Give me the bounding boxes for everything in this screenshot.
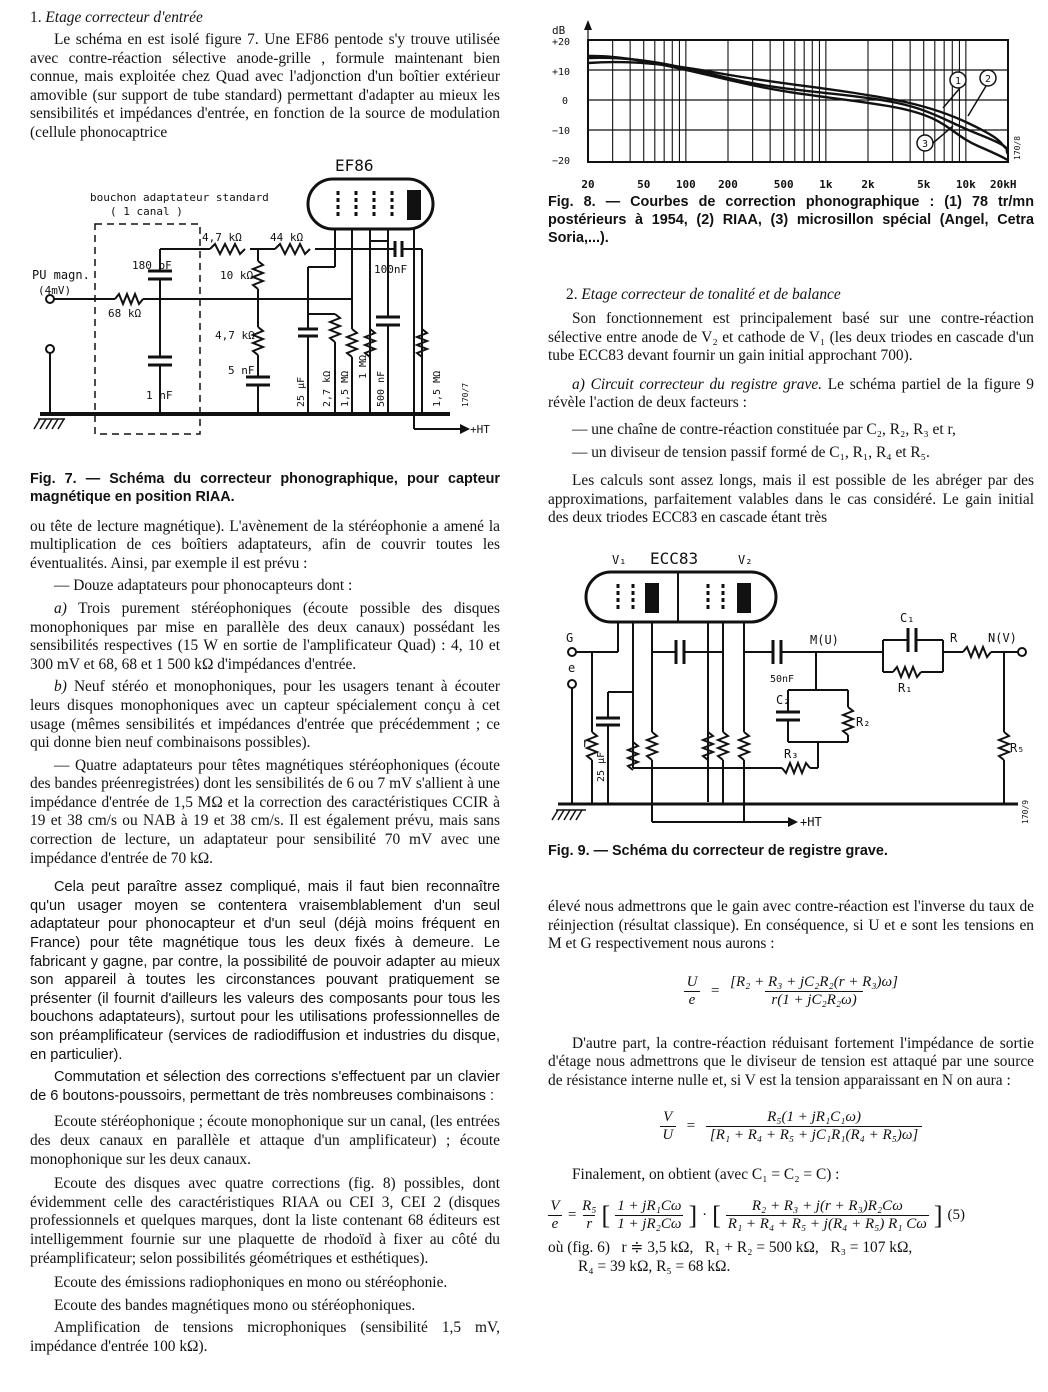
fig7-pu-label-1: PU magn. [32,267,90,282]
fig9-c50n: 50nF [770,673,795,685]
fig9-ht: +HT [800,814,822,829]
figure-9-caption: Fig. 9. — Schéma du correcteur de registre grave. [548,842,888,859]
paragraph-12: Ecoute des bandes magnétiques mono ou stéréophoniques. [54,1296,416,1314]
fig7-r47k-a: 4,7 kΩ [202,230,242,244]
fig8-y-tick-2: 0 [562,96,569,107]
paragraph-3: — Douze adaptateurs pour phonocapteurs dont : [54,577,353,595]
fig7-r10k: 10 kΩ [220,268,254,282]
fig7-c1n: 1 nF [146,388,173,402]
fig7-pu-label-2: (4mV) [38,283,72,297]
fig7-c25u: 25 μF [296,376,307,407]
paragraph-7: Cela peut paraître assez compliqué, mais il faut bien reconnaître qu'un usager moyen se contentera vraisemblablement d'un seul adaptateur pour phonocapteur et d'un seul (déjà moins fréquent en France) pour tête magnétique tous les deux fixés à demeure. Le fabricant y gagne, par contre, la possibilité de pouvoir adapter au mieux son appareil à toutes les circonstances pouvant pratiquement se présenter (il fournit d'ailleurs les valeurs des composants pour tous les bouchons adaptateurs), surtout pour les utilisations professionnelles de son préamplificateur (services de radiodiffusion et industries du disque, en particulier). [30,879,500,1063]
fig8-y-unit: dB [552,24,566,37]
paragraph-11: Ecoute des émissions radiophoniques en mono ou stéréophonie. [54,1274,448,1292]
fig8-y-tick-1: +10 [552,67,571,78]
fig7-c5n: 5 nF [228,363,255,377]
paragraph-1: Le schéma en est isolé figure 7. Une EF86 pentode s'y trouve utilisée avec contre-réaction sélective anode-grille , formule maintenant bien connue, mais exploitée chez Quad avec l'adjonction d'un boîtier extérieur amovible (sur support de tube standard) permettant d'adapter au mieux les sensibilités et impédances d'entrée, en fonction de la source de modulation (cellule phonocaptrice [30,31,500,141]
fig8-y-tick-4: −20 [552,156,571,167]
fig9-v2: V₂ [738,552,753,567]
fig7-r47k-b: 4,7 kΩ [215,328,255,342]
fig9-r2: R₂ [856,714,871,729]
fig9-e: e [568,660,576,675]
paragraph-8: Commutation et sélection des corrections s'effectuent par un clavier de 6 boutons-poussoirs, permettant de très nombreuses combinaisons : [30,1069,500,1104]
fig9-r: R [950,630,958,645]
fig7-r68k: 68 kΩ [108,306,142,320]
fig7-c500n: 500 nF [376,370,387,407]
r-paragraph-8: Finalement, on obtient (avec C₁ = C₂ = C) : [572,1165,840,1183]
fig9-c25u: 25 μF [596,751,607,782]
fig8-x-tick: 1k [819,178,833,191]
fig9-c1: C₁ [900,610,915,625]
fig7-code: 170/7 [461,382,470,407]
fig8-x-tick: 5k [917,178,931,191]
fig8-curve-label-2: 2 [985,74,992,85]
r-paragraph-4: — un diviseur de tension passif formé de C₁, R₁, R₄ et R₅. [572,443,930,461]
r-paragraph-7: D'autre part, la contre-réaction réduisant fortement l'impédance de sortie d'étage nous admettrons que le diviseur de tension est attaqué par une source de résistance interne nulle et, si V est la tension apparaissant en N on aura : [548,1034,1034,1089]
fig7-box-label-1: bouchon adaptateur standard [90,190,269,204]
fig8-x-tick: 50 [637,178,651,191]
r-paragraph-1: Son fonctionnement est principalement basé sur une contre-réaction sélective entre anode de V₂ et cathode de V₁ (les deux triodes en cascade d'un tube ECC83 devant fournir un gain initial approchant 700). [548,310,1034,365]
fig7-box-label-2: ( 1 canal ) [110,204,183,218]
fig7-ht: +HT [470,422,490,436]
fig8-x-tick: 20kH [990,178,1017,191]
paragraph-6: — Quatre adaptateurs pour têtes magnétiques stéréophoniques (écoute des bandes préenregistrées) dont les sensibilités de 6 ou 7 mV s'allient à une impédance d'entrée de 1,5 MΩ et la correction des caractéristiques CCIR à 19 et 38 cm/s ou NAB à 19 et 38 cm/s. Il est également prévu, mais sans correction de lecture, un adaptateur pour sensibilité 70 mV avec une impédance d'entrée de 70 kΩ. [30,756,500,867]
fig7-r15m-b: 1,5 MΩ [432,370,443,407]
fig9-code: 170/9 [1021,799,1030,824]
equation-3: $\frac{V}{e}$ = $\frac{\text{R₅}}{r}$ [ 1 + jR₁Cω 1 + jR₂Cω ] · [ R₂ + R₃ + j(r + R₃)R₂Cω R₁ + R₄ + R₅ + j(R₄ + R₅) R₁ Cω ] (5) [548,1198,1034,1233]
r-paragraph-3: — une chaîne de contre-réaction constituée par C₂, R₂, R₃ et r, [572,420,956,438]
fig8-y-tick-0: +20 [552,37,571,48]
fig9-tube-label: ECC83 [650,548,699,568]
fig8-x-tick: 20 [581,178,595,191]
figure-7-caption: Fig. 7. — Schéma du correcteur phonographique, pour capteur magnétique en position RIAA. [30,470,500,505]
fig8-x-tick: 500 [773,178,794,191]
right-column [548,8,1034,1276]
equation-3-number: (5) [947,1207,965,1224]
fig9-r-small: r [582,735,590,750]
fig7-c100n: 100nF [374,262,408,276]
fig9-r5: R₅ [1010,740,1025,755]
r-paragraph-5: Les calculs sont assez longs, mais il est possible de les abréger par des approximations, parfaitement valables dans le cas considéré. Le gain initial des deux triodes ECC83 en cascade étant très [548,472,1034,527]
r-paragraph-9b: R₄ = 39 kΩ, R₅ = 68 kΩ. [578,1257,731,1275]
fig8-x-tick: 2k [861,178,875,191]
paragraph-9: Ecoute stéréophonique ; écoute monophonique sur un canal, (les entrées des deux canaux en parallèle et attaque d'un amplificateur) ; écoute monophonique sur les deux canaux. [30,1113,500,1168]
fig7-r15m-a: 1,5 MΩ [340,370,351,407]
fig7-c180p: 180 pF [132,258,172,272]
fig9-m: M(U) [810,632,839,647]
equation-2: $\frac{V}{U}$ = $\frac{\text{R₅(1 + jR₁C₁ω)}}{\text{[R₁ + R₄ + R₅ + jC₁R₁(R₄ + R₅)ω]}}$ [548,1109,1034,1144]
left-column [30,8,500,1357]
fig7-r44k: 44 kΩ [270,230,304,244]
section-1-title-text: Etage correcteur d'entrée [45,9,203,26]
figure-8-caption: Fig. 8. — Courbes de correction phonographique : (1) 78 tr/mn postérieurs à 1954, (2) RIAA, (3) microsillon spécial (Angel, Cetra Soria,...). [548,194,1034,246]
figure-9-schematic [548,542,1034,842]
fig7-r27k: 2,7 kΩ [322,370,333,407]
fig9-r3: R₃ [784,746,799,761]
fig7-tube-label: EF86 [335,155,374,175]
fig9-g: G [566,630,574,645]
fig9-r1: R₁ [898,680,913,695]
fig9-c2: C₂ [776,692,791,707]
paragraph-5: b) Neuf stéréo et monophoniques, pour les usagers tenant à écouter leurs disques monophoniques avec un capteur spécialement conçu à cet usage (mêmes sensibilités et impédances d'entrée que précédemment ; ce qui donne bien neuf combinaisons possibles). [30,678,500,752]
paragraph-13: Amplification de tensions microphoniques (sensibilité 1,5 mV, impédance d'entrée 100 kΩ). [30,1319,500,1355]
figure-8-response-chart [548,8,1034,193]
r-paragraph-6: élevé nous admettrons que le gain avec contre-réaction est l'inverse du taux de réinjection (résultat classique). En conséquence, si U et e sont les tensions en M et G respectivement nous aurons : [548,897,1034,953]
paragraph-2: ou tête de lecture magnétique). L'avènement de la stéréophonie a amené la multiplication de ces boîtiers adaptateurs, afin de couvrir toutes les éventualités. Ainsi, par exemple il est prévu : [30,517,500,572]
paragraph-4: a) Trois purement stéréophoniques (écoute possible des disques monophoniques par mise en parallèle des deux canaux) possédant les sensibilités respectives (15 W en sortie de l'amplificateur Quad) : 4, 10 et 300 mV et 68, 68 et 1 500 kΩ d'impédances d'entrée. [30,599,500,673]
fig8-x-tick: 10k [955,178,976,191]
fig8-curve-label-3: 3 [922,139,929,150]
equation-1: $\frac{U}{e}$ = $\frac{\text{[R₂ + R₃ + jC₂R₂(r + R₃)ω]}}{\text{r(1 + jC₂R₂ω)}}$ [548,974,1034,1009]
r-paragraph-9a: où (fig. 6) r ≑ 3,5 kΩ, R₁ + R₂ = 500 kΩ, R₃ = 107 kΩ, [548,1239,913,1257]
fig8-x-tick: 200 [718,178,738,191]
fig7-r1m: 1 MΩ [358,354,369,379]
fig9-n: N(V) [988,630,1017,645]
fig8-code: 170/8 [1013,135,1022,160]
fig8-x-tick: 100 [675,178,696,191]
paragraph-10: Ecoute des disques avec quatre corrections (fig. 8) possibles, dont évidemment celle des caractéristiques RIAA ou CEI 3, CEI 2 (disques professionnels et quelques marques, dont la liste contenant 68 éditeurs est intelligemment fournie sur une plaquette de rhodoïd à fixer au côté du préamplificateur; selon possibilités géométriques et esthétiques). [30,1175,500,1267]
fig9-v1: V₁ [612,552,627,567]
fig8-y-tick-3: −10 [552,126,571,137]
section-1-title: 1. Etage correcteur d'entrée [30,9,203,26]
fig8-curve-label-1: 1 [955,76,962,87]
r-paragraph-2: a) Circuit correcteur du registre grave. Le schéma partiel de la figure 9 révèle l'action de deux facteurs : [548,375,1035,412]
section-2-title: 2. Etage correcteur de tonalité et de balance [566,286,841,303]
figure-7-schematic [30,149,500,444]
